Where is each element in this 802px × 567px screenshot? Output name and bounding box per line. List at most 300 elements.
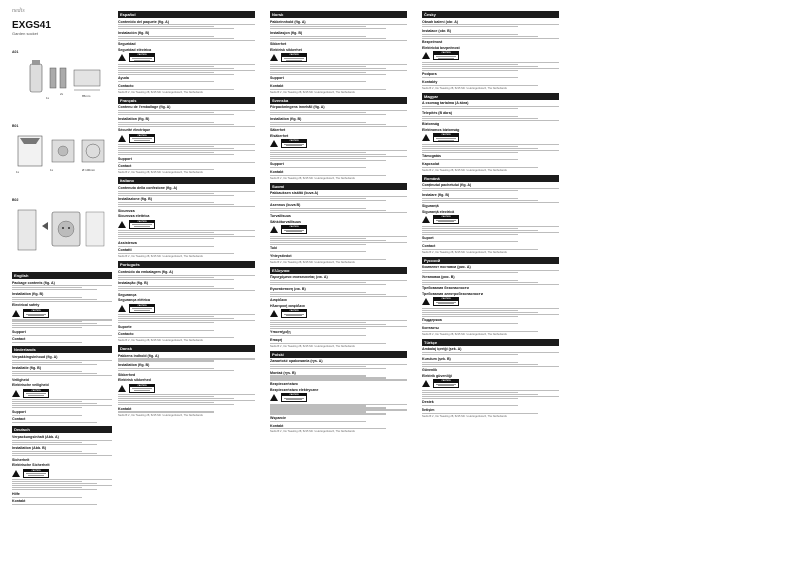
text-line (118, 150, 255, 151)
text-line (118, 286, 214, 287)
footer-address: Nedis B.V., De Tweeling 28, 5215 MC 's-Hertogenbosch, The Netherlands (422, 250, 507, 254)
section-heading: Ambalaj içeriği (şek. A) (422, 347, 462, 352)
section-heading: Sécurité électrique (118, 128, 151, 133)
section-heading: Conținutul pachetului (fig. A) (422, 183, 472, 188)
text-line (422, 85, 538, 86)
section-heading: Kontakt (270, 83, 284, 88)
text-line (118, 316, 214, 317)
section-heading: Ηλεκτρική ασφάλεια (270, 303, 305, 308)
figure-a-dim-3: 85mm (82, 94, 91, 98)
text-line (12, 504, 97, 505)
text-line (422, 316, 518, 317)
text-line (12, 451, 82, 452)
warning-triangle-icon (270, 54, 278, 61)
text-line (422, 405, 518, 406)
section-heading: Контакты (422, 325, 439, 330)
text-line (118, 360, 214, 361)
warning-triangle-icon (118, 385, 126, 392)
text-line (118, 202, 214, 203)
text-line (270, 324, 386, 325)
text-line (118, 279, 234, 280)
text-line (118, 36, 214, 37)
footer-address: Nedis B.V., De Tweeling 28, 5215 MC 's-Hertogenbosch, The Netherlands (118, 255, 203, 259)
caution-label: CAUTION (130, 135, 154, 137)
caution-label-box (23, 469, 49, 478)
caution-warning (12, 309, 112, 318)
language-header: Ελληνικα (270, 267, 407, 274)
caution-line (28, 475, 44, 476)
section-heading: Contact (422, 243, 436, 248)
text-line (270, 158, 366, 159)
text-line (422, 331, 538, 332)
caution-line (134, 60, 150, 61)
text-line (270, 28, 386, 29)
text-line (422, 202, 559, 203)
text-line (270, 282, 366, 283)
section-heading: Elektrik güvenliği (422, 373, 452, 378)
text-line (12, 442, 82, 443)
text-line (270, 377, 386, 378)
caution-warning (270, 225, 407, 234)
figure-b2-drawing (12, 204, 112, 264)
section-heading: Hilfe (12, 491, 20, 496)
caution-label-box (433, 51, 459, 60)
caution-line (28, 395, 44, 396)
caution-line (134, 390, 150, 391)
caution-warning (270, 393, 407, 402)
text-line (118, 114, 234, 115)
text-line (270, 405, 366, 406)
text-line (118, 81, 214, 82)
section-heading: Sikkerhet (270, 42, 287, 47)
warning-triangle-icon (422, 298, 430, 305)
text-line (422, 118, 538, 119)
caution-warning (422, 215, 559, 224)
caution-label: CAUTION (24, 390, 48, 392)
text-line (118, 232, 214, 233)
product-subtitle: Garden socket (12, 31, 39, 36)
section-heading: Комплект поставки (рис. A) (422, 265, 471, 270)
text-line (270, 112, 366, 113)
section-heading: Υποστήριξη (270, 330, 291, 335)
text-line (118, 318, 234, 319)
caution-warning (270, 139, 407, 148)
text-line (12, 285, 112, 286)
caution-warning (118, 304, 255, 313)
text-line (422, 116, 518, 117)
text-line (422, 68, 559, 69)
text-line (118, 126, 255, 127)
text-line (270, 335, 366, 336)
section-heading: Verpackungsinhalt (Abb. A) (12, 434, 59, 439)
text-line (270, 36, 366, 37)
column-1 (12, 8, 112, 506)
text-line (422, 108, 518, 109)
section-heading: Segurança elétrica (118, 298, 150, 303)
text-line (422, 228, 518, 229)
text-line (270, 152, 366, 153)
text-line (118, 110, 255, 111)
section-heading: Contenu de l'emballage (fig. A) (118, 105, 171, 110)
text-line (118, 144, 255, 145)
section-heading: Seguridad eléctrica (118, 47, 152, 52)
caution-warning (12, 389, 112, 398)
text-line (270, 208, 366, 209)
warning-triangle-icon (422, 380, 430, 387)
text-line (422, 249, 538, 250)
text-line (270, 244, 366, 245)
text-line (118, 72, 214, 73)
section-heading: Installation (fig. B) (118, 116, 150, 121)
text-line (422, 232, 559, 233)
text-line (12, 371, 82, 372)
text-line (422, 77, 518, 78)
section-heading: Wsparcie (270, 416, 286, 421)
caution-label: CAUTION (24, 470, 48, 472)
footer-address: Nedis B.V., De Tweeling 28, 5215 MC 's-Hertogenbosch, The Netherlands (422, 86, 507, 90)
text-line (118, 394, 255, 395)
section-heading: Installazione (fig. B) (118, 197, 152, 202)
text-line (118, 337, 234, 338)
section-heading: Contacto (118, 83, 134, 88)
text-line (118, 40, 255, 41)
text-line (12, 440, 112, 441)
caution-line (438, 58, 454, 59)
warning-triangle-icon (118, 305, 126, 312)
caution-line (438, 303, 454, 304)
text-line (270, 70, 407, 71)
text-line (270, 407, 386, 408)
text-line (118, 411, 214, 412)
language-header: Česky (422, 11, 559, 18)
section-heading: Support (118, 156, 132, 161)
text-line (118, 236, 255, 237)
text-line (12, 299, 97, 300)
caution-label: CAUTION (282, 394, 306, 396)
column-3 (270, 8, 407, 433)
text-line (422, 190, 518, 191)
language-header: Русский (422, 257, 559, 264)
text-line (118, 26, 214, 27)
warning-triangle-icon (118, 135, 126, 142)
text-line (270, 89, 386, 90)
section-heading: Bezpečnost (422, 40, 443, 45)
text-line (422, 64, 518, 65)
text-line (12, 479, 112, 480)
text-line (422, 167, 538, 168)
text-line (270, 421, 366, 422)
text-line (422, 314, 559, 315)
caution-label-box (281, 393, 307, 402)
text-line (270, 38, 386, 39)
text-line (422, 144, 559, 145)
text-line (118, 152, 214, 153)
text-line (422, 366, 559, 367)
text-line (422, 394, 538, 395)
caution-warning (422, 133, 559, 142)
section-heading: Pakkeinnhold (fig. A) (270, 19, 306, 24)
column-4 (422, 8, 559, 418)
text-line (422, 62, 559, 63)
text-line (12, 342, 82, 343)
section-heading: Bezpieczeństwo (270, 382, 298, 386)
section-heading: Ασφάλεια (270, 298, 287, 303)
text-line (270, 280, 407, 281)
text-line (118, 70, 255, 71)
section-heading: Elektrisk sikkerhed (118, 378, 151, 383)
section-heading: Siguranță electrică (422, 209, 455, 214)
text-line (270, 74, 386, 75)
text-line (270, 238, 366, 239)
text-line (422, 200, 538, 201)
section-heading: Требования электробезопасности (422, 291, 483, 296)
figure-b1-drawing (12, 130, 112, 190)
section-heading: Installation (Abb. B) (12, 446, 46, 451)
section-heading: Bezpieczeństwo elektryczne (270, 387, 319, 392)
language-header: Deutsch (12, 426, 112, 433)
text-line (422, 413, 538, 414)
text-line (12, 485, 112, 486)
section-heading: Support (12, 329, 26, 334)
caution-label-box (23, 309, 49, 318)
text-line (270, 320, 407, 321)
text-line (270, 251, 366, 252)
text-line (118, 112, 214, 113)
section-heading: Kontakt (118, 406, 132, 411)
text-line (12, 360, 112, 361)
text-line (270, 175, 386, 176)
text-line (422, 36, 538, 37)
text-line (422, 146, 518, 147)
section-heading: Επαφή (270, 337, 283, 342)
text-line (12, 321, 82, 322)
section-heading: Támogatás (422, 154, 441, 159)
model-number: EXGS41 (12, 20, 51, 31)
text-line (270, 328, 366, 329)
caution-line (438, 385, 454, 386)
section-heading: Sähköturvallisuus (270, 219, 301, 224)
caution-line (286, 60, 302, 61)
text-line (422, 398, 518, 399)
caution-label: CAUTION (434, 216, 458, 218)
section-heading: Support (270, 76, 284, 81)
text-line (422, 230, 538, 231)
section-heading: Siguranță (422, 204, 439, 209)
text-line (270, 296, 407, 297)
section-heading: Instalare (fig. B) (422, 192, 450, 197)
caution-line (28, 315, 44, 316)
text-line (12, 375, 112, 376)
section-heading: Güvenlik (422, 368, 438, 373)
text-line (118, 330, 214, 331)
text-line (270, 294, 386, 295)
text-line (270, 167, 366, 168)
footer-address: Nedis B.V., De Tweeling 28, 5215 MC 's-Hertogenbosch, The Netherlands (118, 171, 203, 175)
figure-a-dim-2: 2x (60, 92, 64, 96)
text-line (12, 327, 82, 328)
text-line (118, 38, 234, 39)
section-heading: Package contents (fig. A) (12, 280, 55, 285)
text-line (270, 364, 407, 365)
text-line (422, 284, 559, 285)
text-line (12, 489, 97, 490)
text-line (12, 415, 82, 416)
caution-line (134, 140, 150, 141)
text-line (270, 124, 386, 125)
section-heading: Support (270, 162, 284, 167)
text-line (118, 162, 255, 163)
text-line (270, 24, 407, 25)
text-line (118, 368, 214, 369)
section-heading: Instalación (fig. B) (118, 30, 150, 35)
caution-label: CAUTION (434, 134, 458, 136)
section-heading: Installasjon (fig. B) (270, 30, 303, 35)
text-line (118, 195, 234, 196)
text-line (270, 114, 386, 115)
text-line (118, 68, 234, 69)
text-line (270, 366, 366, 367)
section-heading: Verpakkingsinhoud (fig. A) (12, 354, 58, 359)
text-line (422, 234, 518, 235)
text-line (12, 444, 97, 445)
section-heading: Installation (fig. B) (270, 116, 302, 121)
section-heading: Sikkerhed (118, 372, 136, 377)
footer-address: Nedis B.V., De Tweeling 28, 5215 MC 's-Hertogenbosch, The Netherlands (118, 339, 203, 343)
text-line (118, 124, 234, 125)
section-heading: Installation (fig. B) (12, 291, 44, 296)
text-line (12, 405, 112, 406)
text-line (422, 362, 518, 363)
caution-warning (118, 134, 255, 143)
text-line (270, 343, 386, 344)
caution-warning (422, 379, 559, 388)
text-line (118, 277, 214, 278)
section-heading: Contenuto della confezione (fig. A) (118, 185, 178, 190)
text-line (422, 308, 559, 309)
warning-triangle-icon (118, 221, 126, 228)
section-heading: Support (12, 409, 26, 414)
footer-address: Nedis B.V., De Tweeling 28, 5215 MC 's-Hertogenbosch, The Netherlands (422, 168, 507, 172)
text-line (12, 362, 82, 363)
section-heading: İletişim (422, 407, 435, 412)
caution-line (286, 315, 302, 316)
text-line (270, 72, 366, 73)
text-line (118, 154, 234, 155)
text-line (118, 146, 214, 147)
text-line (422, 198, 518, 199)
footer-address: Nedis B.V., De Tweeling 28, 5215 MC 's-Hertogenbosch, The Netherlands (422, 414, 507, 418)
section-heading: Contatti (118, 248, 132, 253)
text-line (422, 159, 518, 160)
text-line (118, 66, 214, 67)
text-line (118, 290, 255, 291)
text-line (12, 364, 97, 365)
text-line (118, 275, 255, 276)
section-heading: Contacto (118, 332, 134, 337)
text-line (422, 282, 538, 283)
text-line (422, 152, 518, 153)
section-heading: Kapcsolat (422, 161, 440, 166)
text-line (118, 148, 234, 149)
text-line (12, 455, 112, 456)
warning-triangle-icon (118, 54, 126, 61)
caution-line (438, 221, 454, 222)
language-header: Dansk (118, 345, 255, 352)
language-header: Español (118, 11, 255, 18)
figure-a-dim-1: 1x (46, 96, 50, 100)
text-line (422, 364, 538, 365)
warning-triangle-icon (270, 140, 278, 147)
text-line (270, 40, 407, 41)
text-line (270, 368, 386, 369)
section-heading: Instalace (obr. B) (422, 28, 451, 33)
text-line (12, 289, 97, 290)
caution-label: CAUTION (434, 380, 458, 382)
text-line (270, 326, 407, 327)
brand-logo: nedis (12, 8, 25, 14)
text-line (270, 413, 386, 414)
figure-b1-dim-1: 1x (16, 170, 20, 174)
text-line (270, 242, 407, 243)
text-line (270, 404, 407, 405)
caution-warning (12, 469, 112, 478)
text-line (118, 238, 214, 239)
caution-warning (422, 297, 559, 306)
text-line (12, 319, 112, 320)
text-line (118, 404, 234, 405)
text-line (270, 64, 407, 65)
text-line (12, 403, 97, 404)
caution-label-box (23, 389, 49, 398)
section-heading: Veiligheid (12, 377, 29, 382)
caution-warning (118, 53, 255, 62)
caution-label: CAUTION (434, 52, 458, 54)
caution-line (438, 140, 454, 141)
section-heading: Elektrische Sicherheit (12, 463, 50, 468)
text-line (118, 370, 234, 371)
text-line (118, 74, 234, 75)
text-line (270, 375, 366, 376)
section-heading: Assistenza (118, 240, 137, 245)
caution-label-box (129, 53, 155, 62)
language-header: Português (118, 261, 255, 268)
warning-triangle-icon (12, 470, 20, 477)
language-header: Suomi (270, 183, 407, 190)
section-heading: A csomag tartalma (A ábra) (422, 101, 469, 106)
text-line (422, 120, 559, 121)
language-header: Norsk (270, 11, 407, 18)
section-heading: Suport (422, 236, 434, 241)
text-line (422, 396, 559, 397)
caution-warning (270, 53, 407, 62)
figure-a-drawing (12, 56, 112, 116)
section-heading: Elsäkerhet (270, 133, 289, 138)
section-heading: Elektromos biztonság (422, 127, 460, 132)
text-line (422, 392, 518, 393)
text-line (422, 66, 538, 67)
section-heading: Sicurezza (118, 208, 135, 213)
text-line (270, 68, 386, 69)
language-header: English (12, 272, 112, 279)
figure-b1 (12, 130, 112, 192)
text-line (422, 38, 559, 39)
text-line (118, 234, 234, 235)
section-heading: Sicherheit (12, 457, 30, 462)
text-line (118, 89, 234, 90)
warning-triangle-icon (422, 216, 430, 223)
section-heading: Installation (fig. B) (118, 363, 150, 368)
section-heading: Instalação (fig. B) (118, 281, 148, 286)
